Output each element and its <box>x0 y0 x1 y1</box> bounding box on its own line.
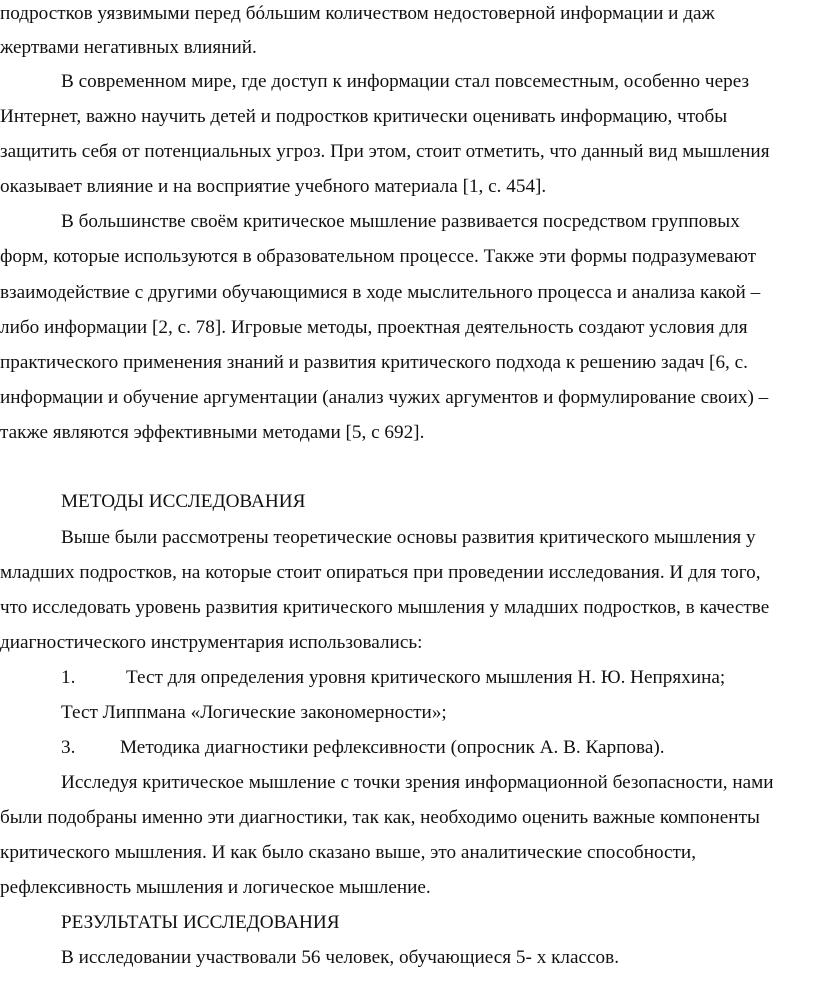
paragraph-line: младших подростков, на которые стоит опираться при проведении исследования. И для того, <box>0 562 761 583</box>
list-item-number: 1. <box>61 667 76 688</box>
section-heading-results: РЕЗУЛЬТАТЫ ИССЛЕДОВАНИЯ <box>61 912 340 933</box>
paragraph-line: либо информации [2, с. 78]. Игровые методы, проектная деятельность создают условия для <box>0 317 748 338</box>
section-heading-methods: МЕТОДЫ ИССЛЕДОВАНИЯ <box>61 491 306 512</box>
list-item-text: Методика диагностики рефлексивности (опросник А. В. Карпова). <box>120 737 665 758</box>
list-item-number: 3. <box>61 737 76 758</box>
paragraph-line: практического применения знаний и развития критического подхода к решению задач [6, с. <box>0 352 748 373</box>
paragraph-line: В исследовании участвовали 56 человек, обучающиеся 5- х классов. <box>61 947 619 968</box>
paragraph-line: критического мышления. И как было сказано выше, это аналитические способности, <box>0 842 696 863</box>
paragraph-line: подростков уязвимыми перед бóльшим количеством недостоверной информации и даж <box>0 3 715 24</box>
paragraph-line: информации и обучение аргументации (анализ чужих аргументов и формулирование своих) – <box>0 387 769 408</box>
paragraph-line: также являются эффективными методами [5, с 692]. <box>0 422 425 443</box>
list-item-text: Тест для определения уровня критического мышления Н. Ю. Непряхина; <box>126 667 726 688</box>
paragraph-line: оказывает влияние и на восприятие учебного материала [1, с. 454]. <box>0 176 547 197</box>
paragraph-line: диагностического инструментария использовались: <box>0 632 423 653</box>
paragraph-line: В современном мире, где доступ к информации стал повсеместным, особенно через <box>61 71 750 92</box>
list-item-text: Тест Липпмана «Логические закономерности»; <box>61 702 447 723</box>
paragraph-line: Выше были рассмотрены теоретические основы развития критического мышления у <box>61 527 756 548</box>
paragraph-line: форм, которые используются в образовательном процессе. Также эти формы подразумевают <box>0 246 756 267</box>
paragraph-line: что исследовать уровень развития критического мышления у младших подростков, в качестве <box>0 597 770 618</box>
paragraph-line: В большинстве своём критическое мышление развивается посредством групповых <box>61 211 740 232</box>
paragraph-line: защитить себя от потенциальных угроз. При этом, стоит отметить, что данный вид мышления <box>0 141 770 162</box>
paragraph-line: рефлексивность мышления и логическое мышление. <box>0 877 431 898</box>
paragraph-line: Интернет, важно научить детей и подростков критически оценивать информацию, чтобы <box>0 106 728 127</box>
paragraph-line: жертвами негативных влияний. <box>0 37 257 58</box>
paragraph-line: Исследуя критическое мышление с точки зрения информационной безопасности, нами <box>61 772 774 793</box>
paragraph-line: были подобраны именно эти диагностики, так как, необходимо оценить важные компоненты <box>0 807 760 828</box>
paragraph-line: взаимодействие с другими обучающимися в ходе мыслительного процесса и анализа какой – <box>0 282 761 303</box>
